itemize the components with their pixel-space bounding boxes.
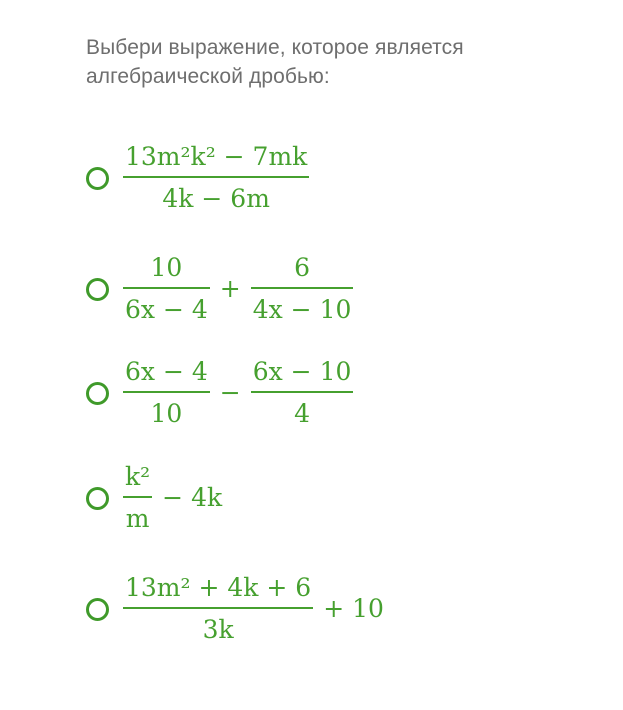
answer-option-4[interactable] <box>86 462 232 534</box>
denominator: m <box>125 504 150 533</box>
numerator: 13m²k² − 7mk <box>125 142 308 171</box>
fraction <box>123 573 313 645</box>
expression-1 <box>123 142 309 214</box>
fraction <box>123 142 309 214</box>
denominator: 6x − 4 <box>125 295 208 324</box>
radio-button-icon[interactable] <box>86 598 109 621</box>
numerator: 10 <box>150 253 183 282</box>
radio-button-icon[interactable] <box>86 487 109 510</box>
operator: − <box>219 378 241 407</box>
numerator: 6x − 4 <box>125 357 208 386</box>
radio-button-icon[interactable] <box>86 278 109 301</box>
expression-tail: − 4k <box>162 483 223 512</box>
answer-option-2[interactable] <box>86 253 353 325</box>
numerator: 6x − 10 <box>252 357 352 386</box>
numerator: k² <box>125 462 151 491</box>
denominator: 3k <box>202 615 234 644</box>
fraction <box>123 253 210 325</box>
fraction <box>251 253 354 325</box>
expression-2 <box>123 253 353 325</box>
numerator: 13m² + 4k + 6 <box>125 573 312 602</box>
denominator: 4 <box>294 399 310 428</box>
expression-4 <box>123 462 232 534</box>
question-text: Выбери выражение, которое является алгебраической дробью: <box>86 36 464 88</box>
expression-5 <box>123 573 394 645</box>
answer-option-1[interactable] <box>86 142 309 214</box>
operator: + <box>219 274 241 303</box>
expression-3 <box>123 357 353 429</box>
denominator: 4k − 6m <box>162 184 270 213</box>
denominator: 4x − 10 <box>252 295 352 324</box>
fraction <box>251 357 354 429</box>
radio-button-icon[interactable] <box>86 167 109 190</box>
expression-tail: + 10 <box>323 594 384 623</box>
fraction <box>123 357 210 429</box>
numerator: 6 <box>294 253 310 282</box>
denominator: 10 <box>150 399 183 428</box>
fraction <box>123 462 152 534</box>
answer-option-3[interactable] <box>86 357 353 429</box>
radio-button-icon[interactable] <box>86 382 109 405</box>
answer-option-5[interactable] <box>86 573 394 645</box>
